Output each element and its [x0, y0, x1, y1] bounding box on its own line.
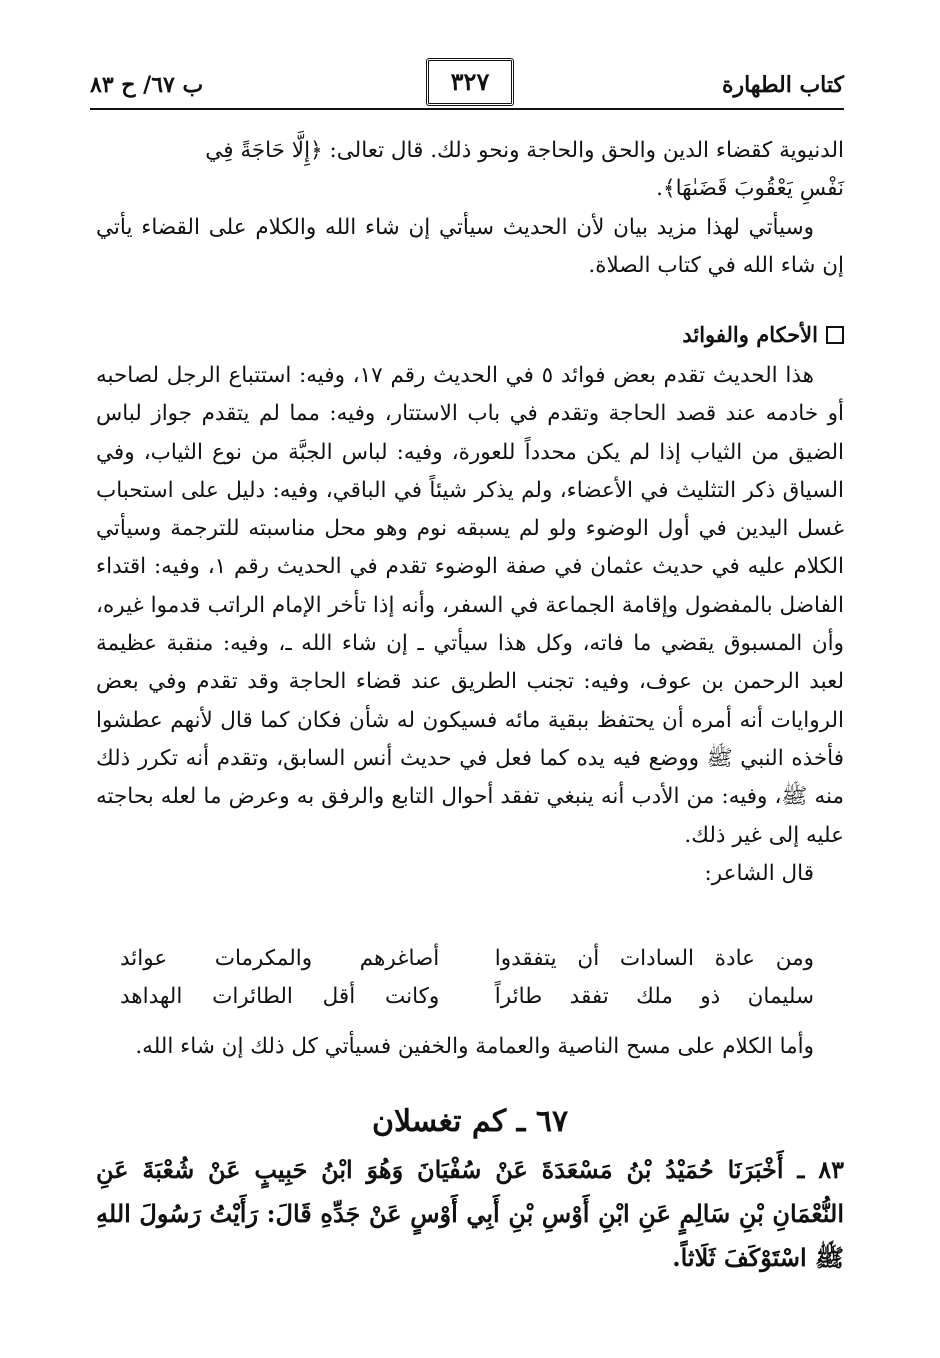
- poem-verse: [120, 940, 814, 978]
- poem-verse: [120, 978, 814, 1016]
- page-number: ٣٢٧: [426, 58, 514, 106]
- intro-paragraph: وسيأتي لهذا مزيد بيان لأن الحديث سيأتي إن شاء الله والكلام على القضاء يأتي إن شاء الله في كتاب الصلاة.: [96, 214, 844, 278]
- poem-hemistich: سليمان ذو ملك تفقد طائراً: [494, 984, 814, 1009]
- hadith-text: [96, 1148, 844, 1280]
- section-body: [96, 357, 844, 893]
- hadith-paragraph: ٨٣ ـ أَخْبَرَنَا حُمَيْدُ بْنُ مَسْعَدَةَ عَنْ سُفْيَانَ وَهُوَ ابْنُ حَبِيبٍ عَنْ شُعْبَةَ عَنِ النُّعْمَانِ بْنِ سَالِمٍ عَنِ ابْنِ أَوْسِ بْنِ أَبِي أَوْسٍ عَنْ جَدِّهِ قَالَ: رَأَيْتُ رَسُولَ اللهِ ﷺ اسْتَوْكَفَ ثَلَاثاً.: [96, 1155, 844, 1272]
- poem-hemistich: وكانت أقل الطائرات الهداهد: [120, 984, 440, 1009]
- poet-intro: قال الشاعر:: [704, 860, 814, 886]
- closing-text: [96, 1028, 844, 1066]
- header-divider: [90, 108, 844, 110]
- poem-hemistich: أصاغرهم والمكرمات عوائد: [120, 946, 440, 971]
- page-header: [90, 58, 844, 108]
- intro-line-1: الدنيوية كقضاء الدين والحق والحاجة ونحو ذلك. قال تعالى: ﴿إِلَّا حَاجَةً فِي: [205, 138, 844, 163]
- intro-text: [96, 132, 844, 285]
- chapter-reference: ب ٦٧/ ح ٨٣: [90, 72, 204, 98]
- section-heading: [682, 322, 844, 347]
- closing-paragraph: وأما الكلام على مسح الناصية والعمامة والخفين فسيأتي كل ذلك إن شاء الله.: [135, 1034, 814, 1059]
- section-heading-label: الأحكام والفوائد: [682, 322, 818, 347]
- book-title: كتاب الطهارة: [721, 72, 844, 98]
- poem-hemistich: ومن عادة السادات أن يتفقدوا: [494, 946, 814, 971]
- section-paragraph: هذا الحديث تقدم بعض فوائد ٥ في الحديث رقم ١٧، وفيه: استتباع الرجل لصاحبه أو خادمه عند قصد الحاجة وتقدم في باب الاستتار، وفيه: مما لم يتقدم جواز لباس الضيق من الثياب إذا لم يكن محدداً للعورة، وفيه: لباس الجبَّة من نوع الثياب، وفي السياق ذكر التثليث في الأعضاء، ولم يذكر شيئاً في الباقي، وفيه: دليل على استحباب غسل اليدين في أول الوضوء ولو لم يسبقه نوم وهو محل مناسبته للترجمة وسيأتي الكلام عليه في حديث عثمان في صفة الوضوء تقدم في الحديث رقم ١، وفيه: اقتداء الفاضل بالمفضول وإقامة الجماعة في السفر، وأنه إذا تأخر الإمام الراتب قدموا غيره، وأن المسبوق يقضي ما فاته، وكل هذا سيأتي ـ إن شاء الله ـ، وفيه: منقبة عظيمة لعبد الرحمن بن عوف، وفيه: تجنب الطريق عند قضاء الحاجة وقد تقدم وفي بعض الروايات أنه أمره أن يحتفظ ببقية مائه فسيكون له شأن فكان كما قال لأنهم عطشوا فأخذه النبي ﷺ ووضع فيه يده كما فعل في حديث أنس السابق، وتقدم أنه تكرر ذلك منه ﷺ، وفيه: من الأدب أنه ينبغي تفقد أحوال التابع والرفق به وعرض ما لعله بحاجته عليه إلى غير ذلك.: [96, 363, 844, 848]
- intro-line-2: نَفْسِ يَعْقُوبَ قَضَىٰهَا﴾.: [656, 176, 844, 202]
- poem: [120, 940, 814, 1016]
- square-bullet-icon: [826, 326, 844, 344]
- chapter-title: ٦٧ ـ كم تغسلان: [371, 1104, 569, 1139]
